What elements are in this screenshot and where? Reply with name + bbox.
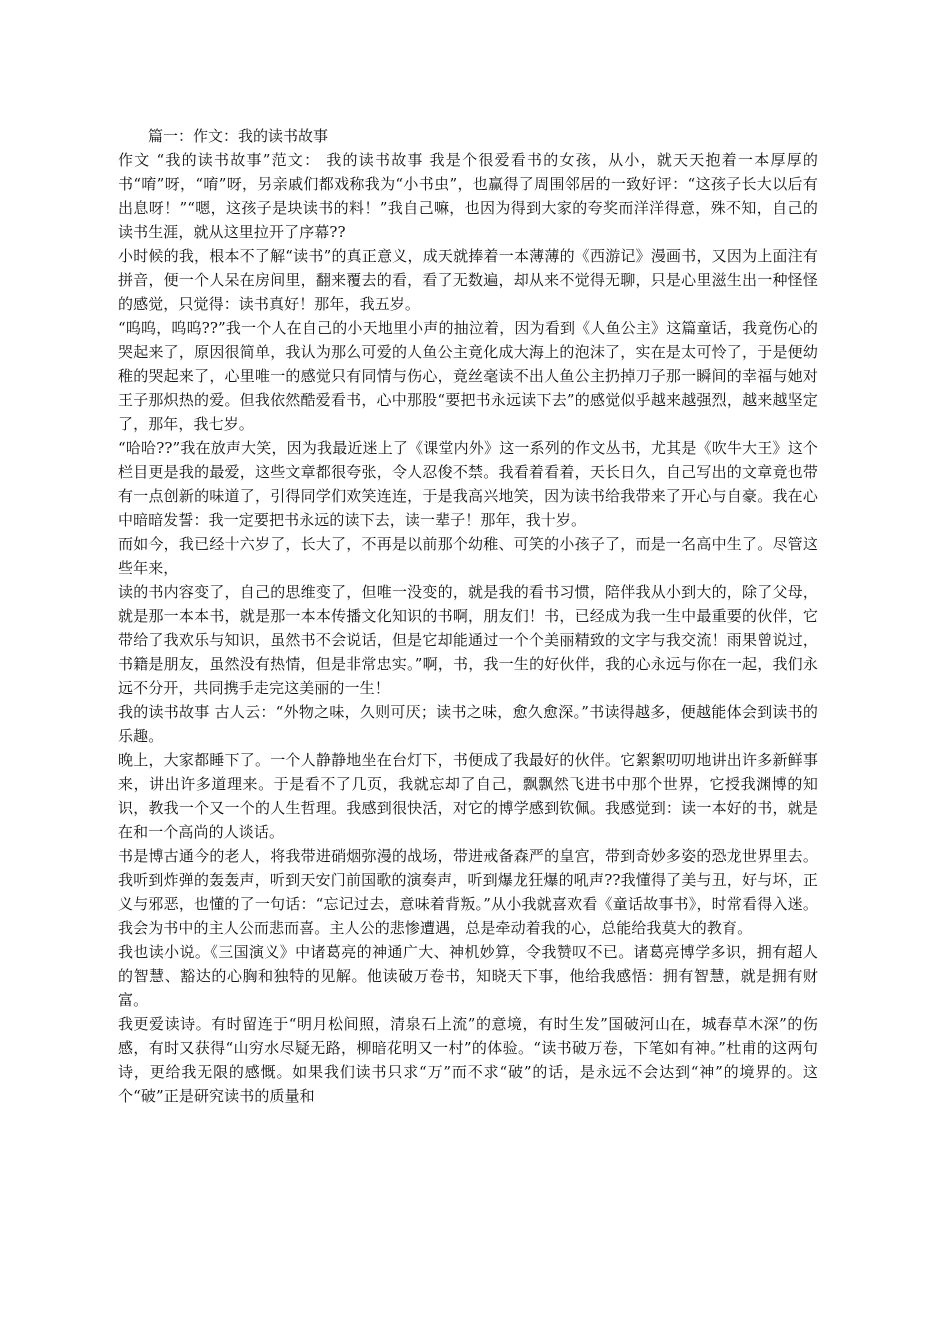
paragraph: 我的读书故事 古人云：“外物之味，久则可厌；读书之味，愈久愈深。”书读得越多，便越能体会到读书的乐趣。 [118, 703, 818, 745]
paragraph: 作文 “我的读书故事”范文： 我的读书故事 我是个很爱看书的女孩，从小，就天天抱着一本厚厚的书“唷”呀，“唷”呀，另亲戚们都戏称我为“小书虫”，也赢得了周围邻居的一致好评：“这孩子长大以后有出息呀！”“嗯，这孩子是块读书的料！”我自己嘛，也因为得到大家的夸奖而洋洋得意，殊不知，自己的读书生涯，就从这里拉开了序幕?? [118, 151, 818, 241]
paragraph: 而如今，我已经十六岁了，长大了，不再是以前那个幼稚、可笑的小孩子了，而是一名高中生了。尽管这些年来， [118, 535, 818, 577]
paragraph: 我更爱读诗。有时留连于“明月松间照，清泉石上流”的意境，有时生发”国破河山在，城春草木深”的伤感，有时又获得“山穷水尽疑无路，柳暗花明又一村”的体验。“读书破万卷，下笔如有神。”杜甫的这两句诗，更给我无限的感慨。如果我们读书只求“万”而不求“破”的话，是永远不会达到“神”的境界的。这个“破”正是研究读书的质量和 [118, 1015, 818, 1105]
paragraph: 我也读小说。《三国演义》中诸葛亮的神通广大、神机妙算，令我赞叹不已。诸葛亮博学多识，拥有超人的智慧、豁达的心胸和独特的见解。他读破万卷书，知晓天下事，他给我感悟：拥有智慧，就是拥有财富。 [118, 943, 818, 1009]
document-body [118, 124, 818, 1108]
paragraph: “哈哈??”我在放声大笑，因为我最近迷上了《课堂内外》这一系列的作文丛书，尤其是《吹牛大王》这个栏目更是我的最爱，这些文章都很夸张，令人忍俊不禁。我看着看着，天长日久，自己写出的文章竟也带有一点创新的味道了，引得同学们欢笑连连，于是我高兴地笑，因为读书给我带来了开心与自豪。我在心中暗暗发誓：我一定要把书永远的读下去，读一辈子！那年，我十岁。 [118, 439, 818, 529]
paragraph: 晚上，大家都睡下了。一个人静静地坐在台灯下，书便成了我最好的伙伴。它絮絮叨叨地讲出许多新鲜事来，讲出许多道理来。于是看不了几页，我就忘却了自己，飘飘然飞进书中那个世界，它授我渊博的知识，教我一个又一个的人生哲理。我感到很快活，对它的博学感到钦佩。我感觉到：读一本好的书，就是在和一个高尚的人谈话。 [118, 751, 818, 841]
paragraph: 书是博古通今的老人，将我带进硝烟弥漫的战场，带进戒备森严的皇宫，带到奇妙多姿的恐龙世界里去。我听到炸弹的轰轰声，听到天安门前国歌的演奏声，听到爆龙狂爆的吼声??我懂得了美与丑，好与坏，正义与邪恶，也懂的了一句话：“忘记过去，意味着背叛。”从小我就喜欢看《童话故事书》，时常看得入迷。我会为书中的主人公而悲而喜。主人公的悲惨遭遇，总是牵动着我的心，总能给我莫大的教育。 [118, 847, 818, 937]
paragraph: 小时候的我，根本不了解“读书”的真正意义，成天就捧着一本薄薄的《西游记》漫画书，又因为上面注有拼音，便一个人呆在房间里，翻来覆去的看，看了无数遍，却从来不觉得无聊，只是心里滋生出一种怪怪的感觉，只觉得：读书真好！那年，我五岁。 [118, 247, 818, 313]
paragraph: 读的书内容变了，自己的思维变了，但唯一没变的，就是我的看书习惯，陪伴我从小到大的，除了父母，就是那一本本书，就是那一本本传播文化知识的书啊，朋友们！书，已经成为我一生中最重要的伙伴，它带给了我欢乐与知识，虽然书不会说话，但是它却能通过一个个美丽精致的文字与我交流！雨果曾说过，书籍是朋友，虽然没有热情，但是非常忠实。”啊，书，我一生的好伙伴，我的心永远与你在一起，我们永远不分开，共同携手走完这美丽的一生！ [118, 583, 818, 697]
document-title: 篇一：作文：我的读书故事 [148, 127, 329, 145]
paragraph: “呜呜，呜呜??”我一个人在自己的小天地里小声的抽泣着，因为看到《人鱼公主》这篇童话，我竟伤心的哭起来了，原因很简单，我认为那么可爱的人鱼公主竟化成大海上的泡沫了，实在是太可怜了，于是便幼稚的哭起来了，心里唯一的感觉只有同情与伤心，竟丝毫读不出人鱼公主扔掉刀子那一瞬间的幸福与她对王子那炽热的爱。但我依然酷爱看书，心中那股“要把书永远读下去”的感觉似乎越来越强烈，越来越坚定了，那年，我七岁。 [118, 319, 818, 433]
